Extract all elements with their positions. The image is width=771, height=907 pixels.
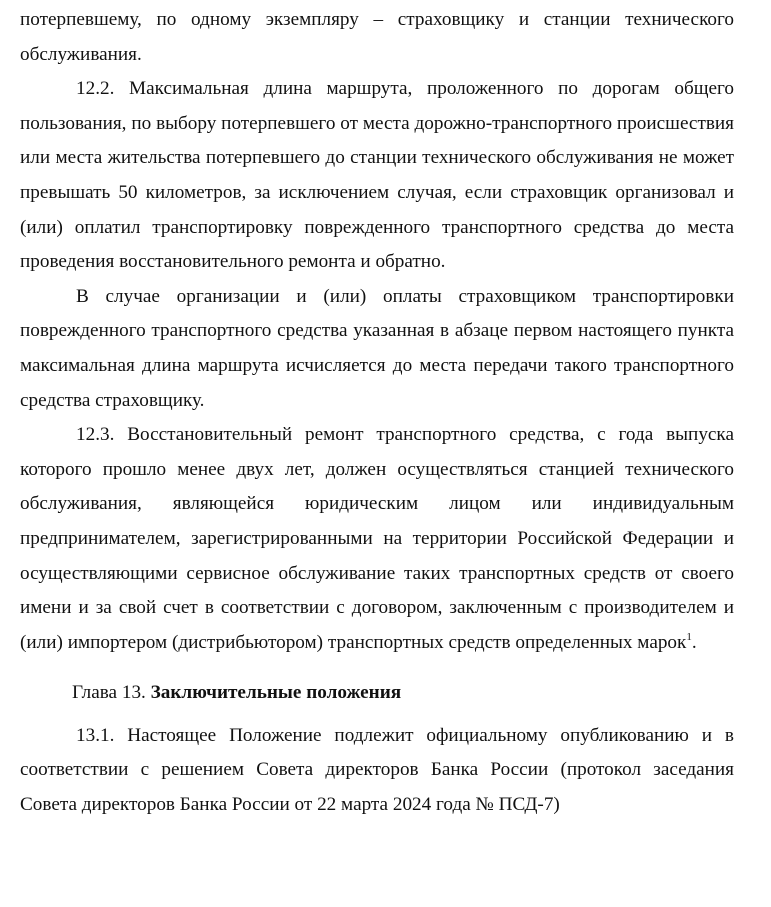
paragraph-13-1: 13.1. Настоящее Положение подлежит официальному опубликованию и в соответствии с решением Совета директоров Банка России (протокол заседания Совета директоров Банка России от 22 марта 2024 года № ПСД-7) [20,724,734,816]
paragraph-12-3-text: 12.3. Восстановительный ремонт транспортного средства, с года выпуска которого прошло менее двух лет, должен осуществляться станцией технического обслуживания, являющейся юридическим лицом или индивидуальным предпринимателем, зарегистрированными на территории Российской Федерации и осуществляющими сервисное обслуживание таких транспортных средств от своего имени и за свой счет в соответствии с договором, заключенным с производителем и (или) импортером (дистрибьютором) транспортных средств определенных марок [20,424,734,653]
chapter-number: Глава 13. [72,682,151,704]
document-page [20,3,734,823]
paragraph-continuation: потерпевшему, по одному экземпляру – страховщику и станции технического обслуживания. [20,9,734,65]
paragraph-12-2-second: В случае организации и (или) оплаты страховщиком транспортировки поврежденного транспортного средства указанная в абзаце первом настоящего пункта максимальная длина маршрута исчисляется до места передачи такого транспортного средства страховщику. [20,285,734,411]
chapter-heading [20,676,734,711]
paragraph-12-3-end: . [691,631,697,653]
paragraph-12-2: 12.2. Максимальная длина маршрута, проложенного по дорогам общего пользования, по выбору потерпевшего от места дорожно-транспортного происшествия или места жительства потерпевшего до станции технического обслуживания не может превышать 50 километров, за исключением случая, если страховщик организовал и (или) оплатил транспортировку поврежденного транспортного средства до места проведения восстановительного ремонта и обратно. [20,78,734,273]
chapter-title: Заключительные положения [150,682,402,704]
footnote-marker[interactable]: 1 [686,630,692,643]
paragraph-12-3 [20,418,734,660]
